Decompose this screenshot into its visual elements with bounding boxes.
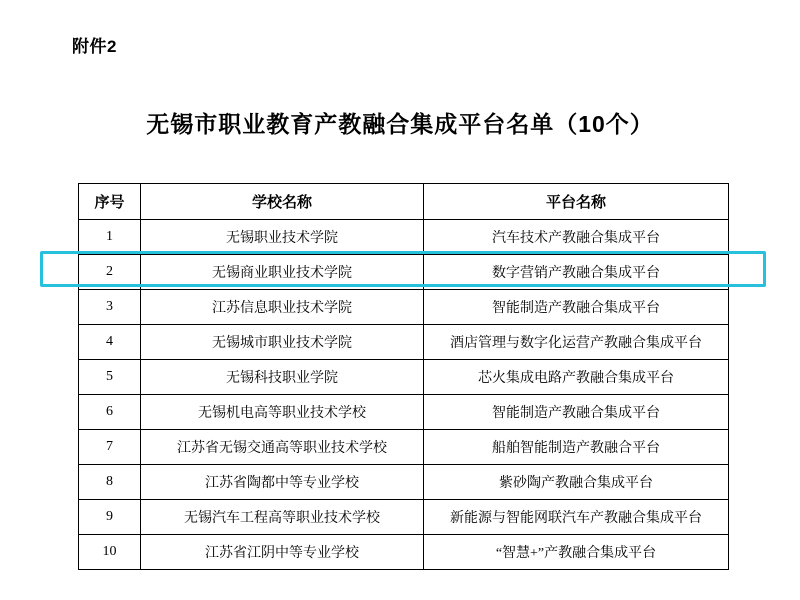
- table-header: [79, 184, 729, 220]
- cell-index: 7: [79, 430, 141, 465]
- cell-index: 4: [79, 325, 141, 360]
- table-row: [79, 220, 729, 255]
- cell-platform: 数字营销产教融合集成平台: [424, 255, 729, 290]
- cell-index: 9: [79, 500, 141, 535]
- cell-index: 6: [79, 395, 141, 430]
- cell-platform: 酒店管理与数字化运营产教融合集成平台: [424, 325, 729, 360]
- cell-school: 无锡商业职业技术学院: [141, 255, 424, 290]
- table-row-highlighted: [79, 430, 729, 465]
- table-header-row: [79, 184, 729, 220]
- table-row: [79, 360, 729, 395]
- table-row: [79, 500, 729, 535]
- cell-index: 8: [79, 465, 141, 500]
- column-header-index: 序号: [79, 184, 141, 220]
- cell-platform: 芯火集成电路产教融合集成平台: [424, 360, 729, 395]
- cell-platform: “智慧+”产教融合集成平台: [424, 535, 729, 570]
- table-body: [79, 220, 729, 570]
- cell-platform: 紫砂陶产教融合集成平台: [424, 465, 729, 500]
- cell-platform: 智能制造产教融合集成平台: [424, 395, 729, 430]
- cell-index: 3: [79, 290, 141, 325]
- cell-school: 江苏省江阴中等专业学校: [141, 535, 424, 570]
- table-row: [79, 325, 729, 360]
- cell-platform: 新能源与智能网联汽车产教融合集成平台: [424, 500, 729, 535]
- cell-school: 无锡机电高等职业技术学校: [141, 395, 424, 430]
- cell-school: 江苏省陶都中等专业学校: [141, 465, 424, 500]
- listing-table-container: [78, 183, 728, 570]
- cell-index: 5: [79, 360, 141, 395]
- table-row: [79, 465, 729, 500]
- cell-school: 江苏省无锡交通高等职业技术学校: [141, 430, 424, 465]
- cell-platform: 智能制造产教融合集成平台: [424, 290, 729, 325]
- cell-school: 无锡汽车工程高等职业技术学校: [141, 500, 424, 535]
- cell-platform: 汽车技术产教融合集成平台: [424, 220, 729, 255]
- column-header-school: 学校名称: [141, 184, 424, 220]
- cell-school: 无锡城市职业技术学院: [141, 325, 424, 360]
- table-row: [79, 395, 729, 430]
- table-row: [79, 535, 729, 570]
- cell-school: 无锡科技职业学院: [141, 360, 424, 395]
- column-header-platform: 平台名称: [424, 184, 729, 220]
- table-row: [79, 255, 729, 290]
- table-row: [79, 290, 729, 325]
- page-title: 无锡市职业教育产教融合集成平台名单（10个）: [146, 111, 654, 137]
- cell-school: 江苏信息职业技术学院: [141, 290, 424, 325]
- cell-platform: 船舶智能制造产教融合平台: [424, 430, 729, 465]
- cell-school: 无锡职业技术学院: [141, 220, 424, 255]
- listing-table: [78, 183, 729, 570]
- attachment-label: 附件2: [72, 37, 117, 56]
- cell-index: 2: [79, 255, 141, 290]
- cell-index: 1: [79, 220, 141, 255]
- cell-index: 10: [79, 535, 141, 570]
